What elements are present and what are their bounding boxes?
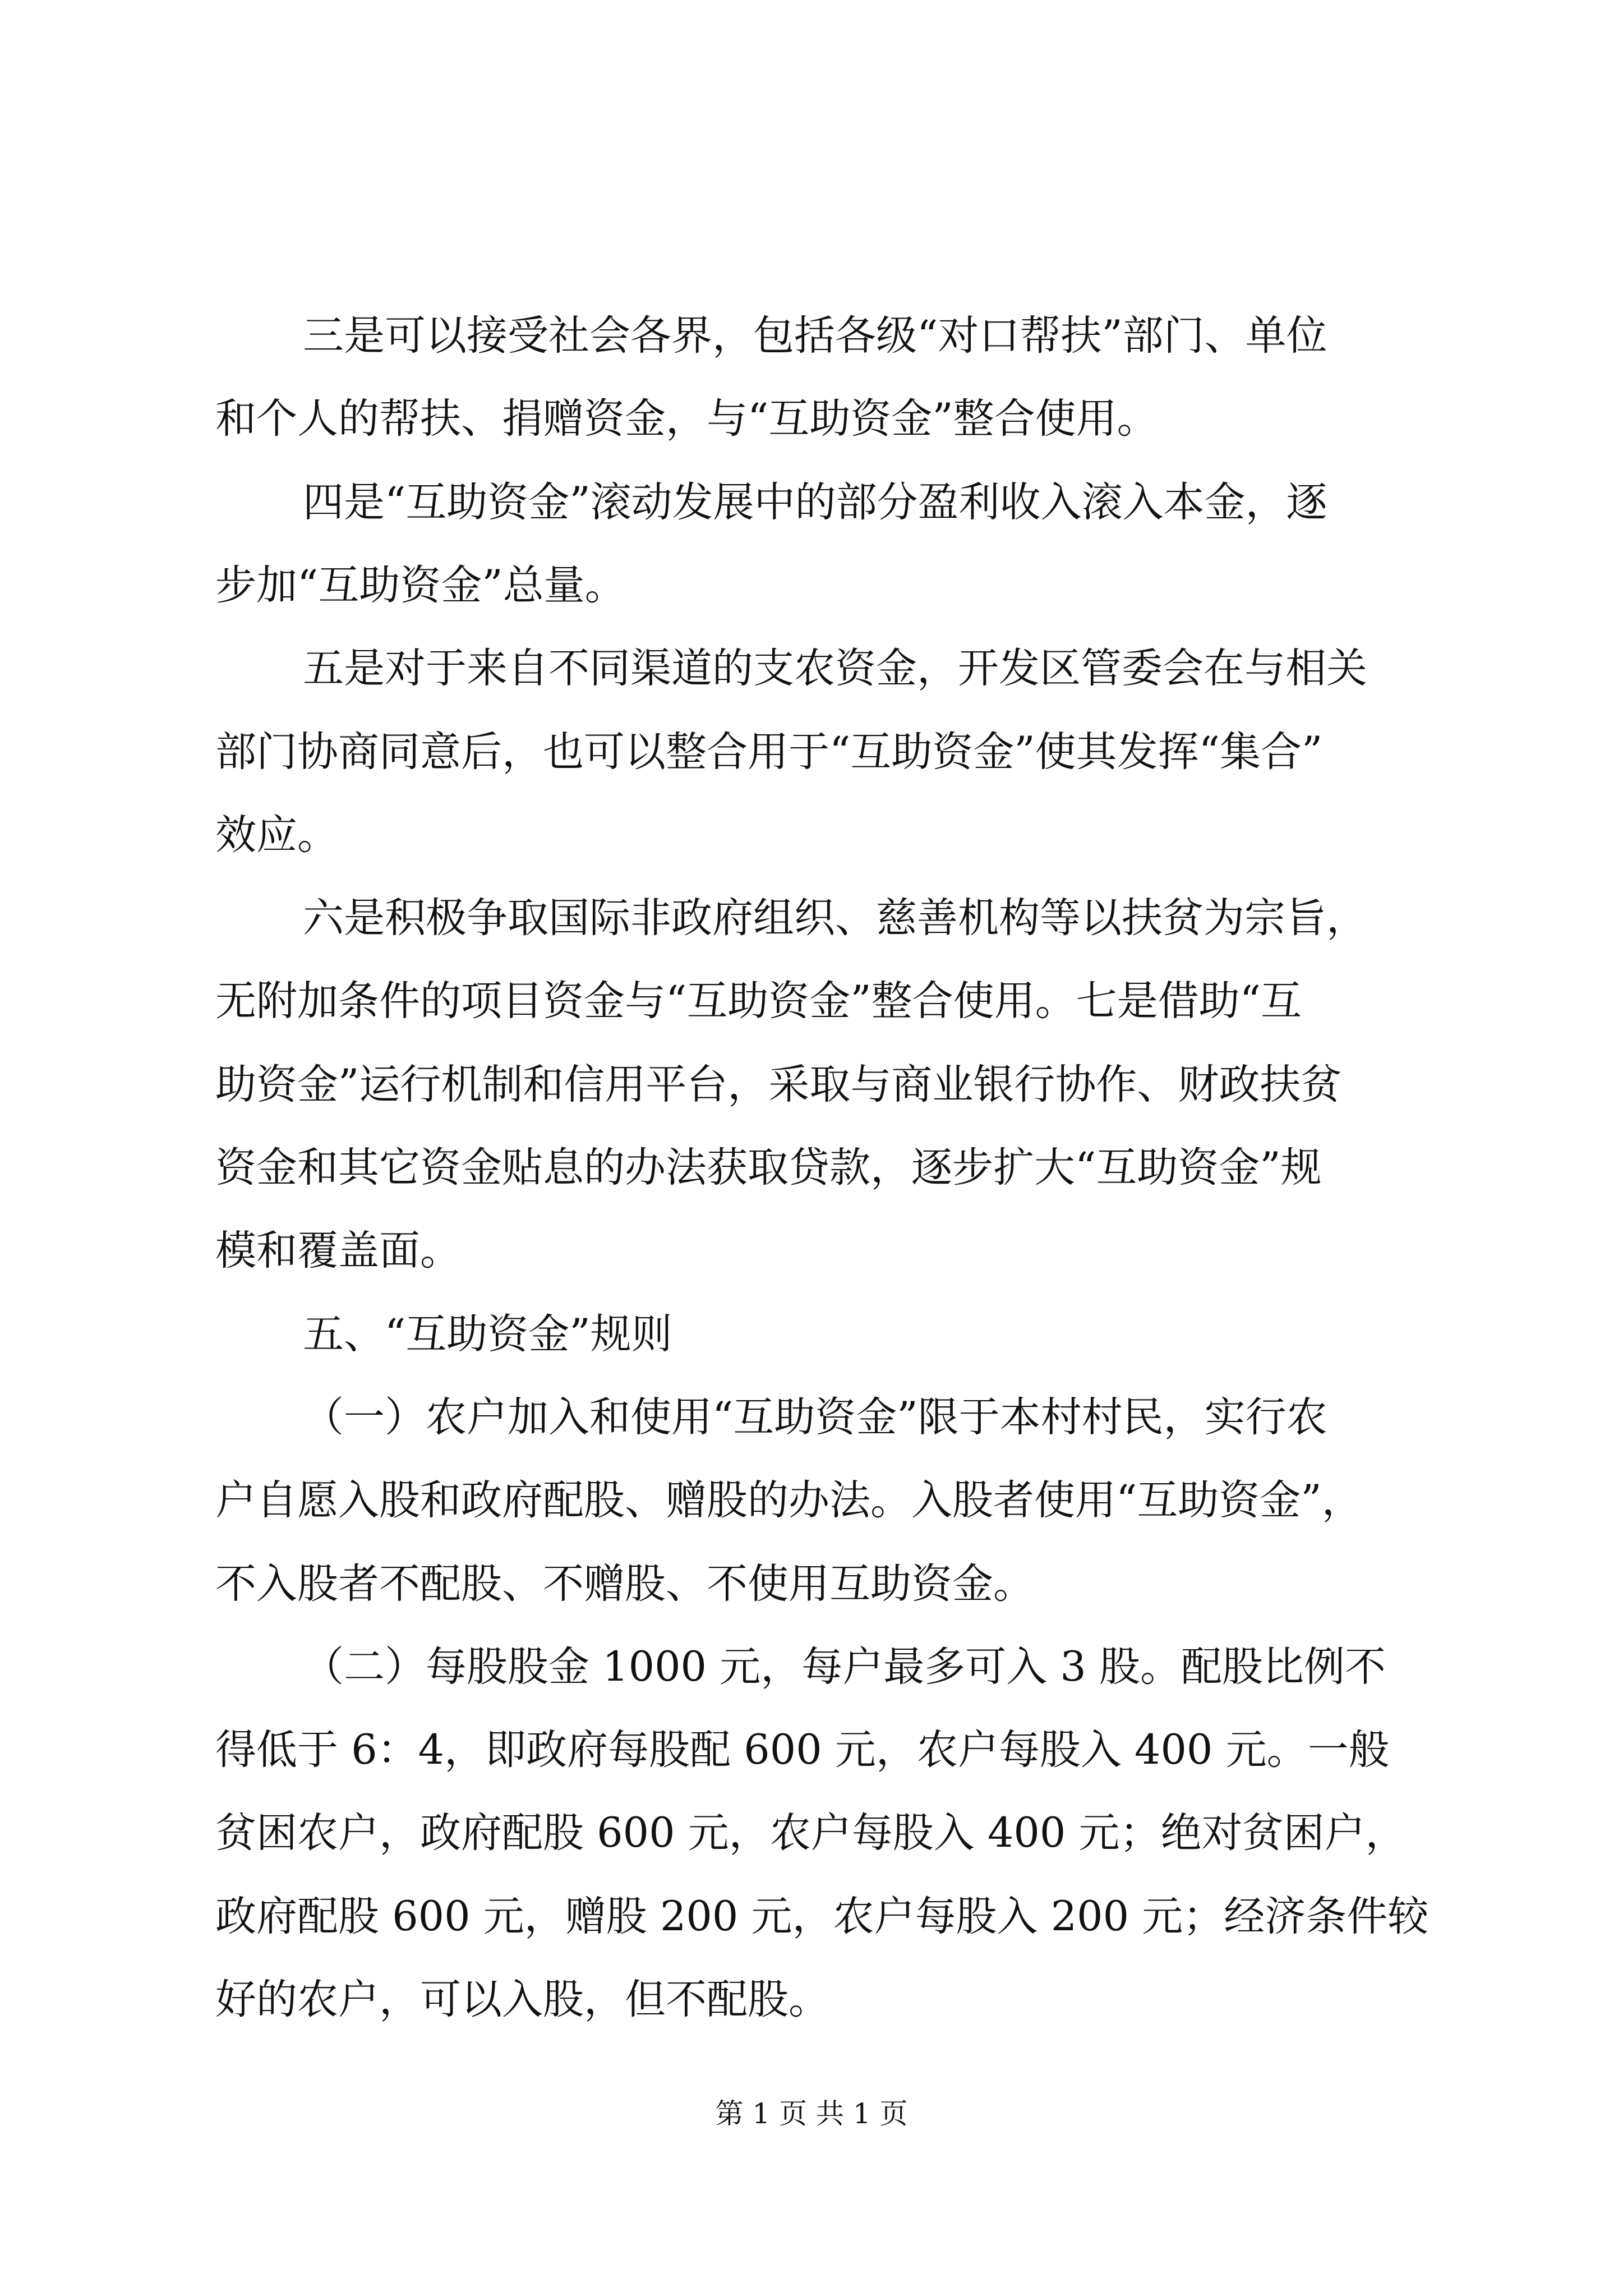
- paragraph-line: 资金和其它资金贴息的办法获取贷款，逐步扩大“互助资金”规: [215, 1144, 1322, 1191]
- paragraph-line: 贫困农户，政府配股 600 元，农户每股入 400 元；绝对贫困户，: [215, 1809, 1407, 1857]
- paragraph-line: 效应。: [215, 811, 338, 859]
- paragraph-line: 三是可以接受社会各界，包括各级“对口帮扶”部门、单位: [303, 312, 1327, 360]
- paragraph-line: 户自愿入股和政府配股、赠股的办法。入股者使用“互助资金”，: [215, 1476, 1363, 1524]
- paragraph-line: 无附加条件的项目资金与“互助资金”整合使用。七是借助“互: [215, 977, 1302, 1025]
- page-footer: 第 1 页 共 1 页: [715, 2097, 908, 2130]
- paragraph-line: 和个人的帮扶、捐赠资金，与“互助资金”整合使用。: [215, 395, 1158, 443]
- paragraph-line: 部门协商同意后，也可以整合用于“互助资金”使其发挥“集合”: [215, 728, 1323, 776]
- section-heading: 五、“互助资金”规则: [303, 1310, 672, 1358]
- paragraph-line: 六是积极争取国际非政府组织、慈善机构等以扶贫为宗旨，: [303, 894, 1367, 942]
- paragraph-line: 不入股者不配股、不赠股、不使用互助资金。: [215, 1560, 1034, 1608]
- paragraph-line: （一）农户加入和使用“互助资金”限于本村村民，实行农: [303, 1393, 1327, 1441]
- paragraph-line: 好的农户，可以入股，但不配股。: [215, 1976, 829, 2023]
- paragraph-line: 得低于 6：4，即政府每股配 600 元，农户每股入 400 元。一般: [215, 1726, 1390, 1774]
- paragraph-line: 步加“互助资金”总量。: [215, 562, 626, 609]
- paragraph-line: 模和覆盖面。: [215, 1227, 461, 1274]
- paragraph-line: 五是对于来自不同渠道的支农资金，开发区管委会在与相关: [303, 645, 1367, 692]
- paragraph-line: 助资金”运行机制和信用平台，采取与商业银行协作、财政扶贫: [215, 1061, 1342, 1108]
- paragraph-line: 四是“互助资金”滚动发展中的部分盈利收入滚入本金，逐: [303, 478, 1327, 526]
- paragraph-line: 政府配股 600 元，赠股 200 元，农户每股入 200 元；经济条件较: [215, 1893, 1429, 1940]
- paragraph-line: （二）每股股金 1000 元，每户最多可入 3 股。配股比例不: [303, 1643, 1386, 1691]
